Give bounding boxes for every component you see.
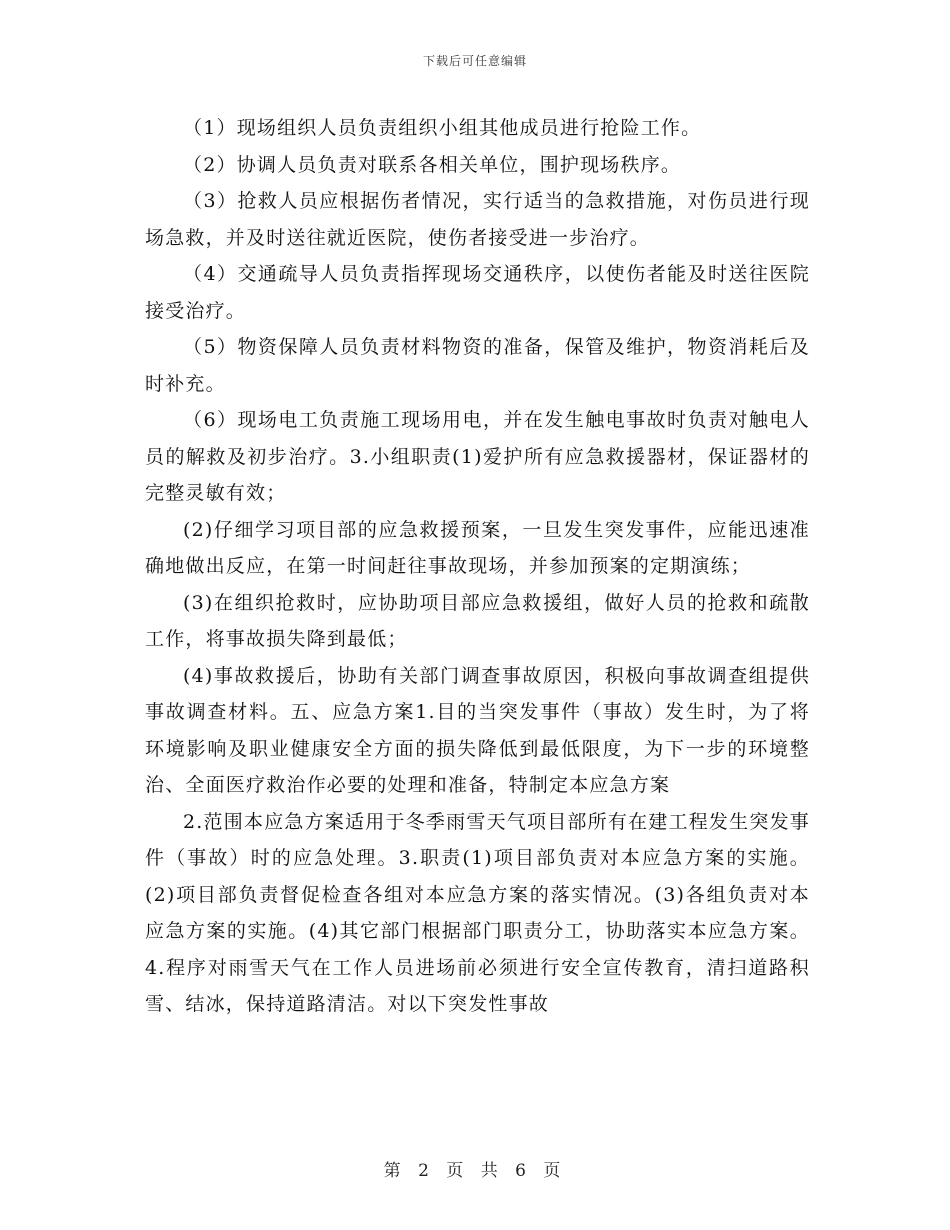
paragraph-1: （1）现场组织人员负责组织小组其他成员进行抢险工作。 [183, 117, 702, 139]
paragraph-6: （6）现场电工负责施工现场用电，并在发生触电事故时负责对触电人员的解救及初步治疗。3.小组职责(1)爱护所有应急救援器材，保证器材的完整灵敏有效； [145, 409, 810, 504]
paragraph-5: （5）物资保障人员负责材料物资的准备，保管及维护，物资消耗后及时补充。 [145, 336, 810, 395]
paragraph-3: （3）抢救人员应根据伤者情况，实行适当的急救措施，对伤员进行现场急救，并及时送往就近医院，使伤者接受进一步治疗。 [145, 190, 810, 249]
paragraph-10: 2.范围本应急方案适用于冬季雨雪天气项目部所有在建工程发生突发事件（事故）时的应急处理。3.职责(1)项目部负责对本应急方案的实施。(2)项目部负责督促检查各组对本应急方案的落实情况。(3)各组负责对本应急方案的实施。(4)其它部门根据部门职责分工，协助落实本应急方案。4.程序对雨雪天气在工作人员进场前必须进行安全宣传教育，清扫道路积雪、结冰，保持道路清洁。对以下突发性事故 [145, 810, 810, 1015]
paragraph-9: (4)事故救援后，协助有关部门调查事故原因，积极向事故调查组提供事故调查材料。五、应急方案1.目的当突发事件（事故）发生时，为了将环境影响及职业健康安全方面的损失降低到最低限度，为下一步的环境整治、全面医疗救治作必要的处理和准备，特制定本应急方案 [145, 664, 810, 796]
document-body [145, 110, 810, 1023]
page-number-footer: 第 2 页 共 6 页 [383, 1161, 567, 1181]
page-header: 下载后可任意编辑 [422, 54, 527, 68]
paragraph-8: (3)在组织抢救时，应协助项目部应急救援组，做好人员的抢救和疏散工作，将事故损失降到最低； [145, 591, 810, 650]
paragraph-7: (2)仔细学习项目部的应急救援预案，一旦发生突发事件，应能迅速准确地做出反应，在第一时间赶往事故现场，并参加预案的定期演练； [145, 518, 810, 577]
paragraph-4: （4）交通疏导人员负责指挥现场交通秩序，以使伤者能及时送往医院接受治疗。 [145, 263, 810, 322]
paragraph-2: （2）协调人员负责对联系各相关单位，围护现场秩序。 [183, 153, 682, 176]
